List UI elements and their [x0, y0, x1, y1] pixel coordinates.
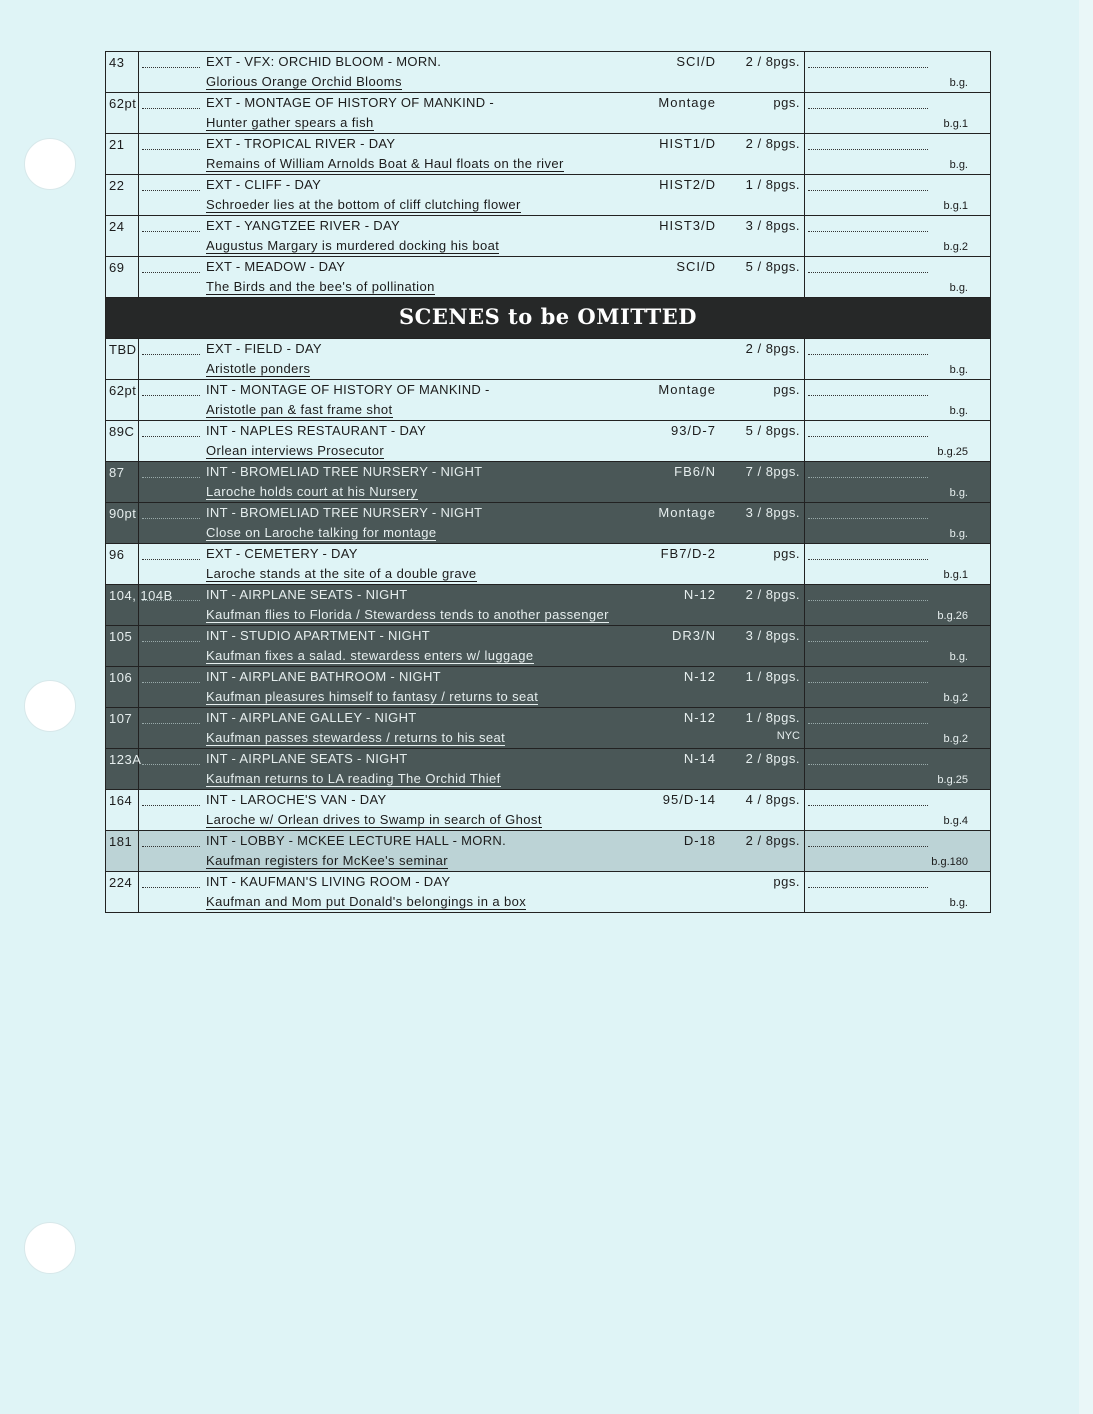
- leader-line: [142, 887, 200, 888]
- scene-description-text: Schroeder lies at the bottom of cliff clutching flower: [206, 197, 521, 212]
- scene-slugline: INT - AIRPLANE BATHROOM - NIGHT: [206, 669, 441, 684]
- column-divider: [804, 831, 805, 871]
- leader-line: [142, 641, 200, 642]
- scene-slugline: INT - BROMELIAD TREE NURSERY - NIGHT: [206, 505, 483, 520]
- leader-line: [142, 723, 200, 724]
- paper-edge: [1079, 0, 1093, 1414]
- scene-description: [206, 197, 521, 212]
- leader-line: [808, 436, 928, 437]
- scene-row: [106, 585, 990, 626]
- scene-number-cell: [106, 134, 139, 174]
- scene-number: 164: [109, 793, 133, 808]
- column-divider: [804, 134, 805, 174]
- scene-number: 24: [109, 219, 125, 234]
- scene-pages: 5 / 8pgs.: [745, 423, 800, 438]
- scene-description: [206, 156, 564, 171]
- scene-description: [206, 894, 526, 909]
- scene-description-text: Kaufman fixes a salad. stewardess enters w/ luggage: [206, 648, 534, 663]
- scene-number-cell: [106, 749, 142, 789]
- scene-pages: pgs.: [773, 95, 800, 110]
- scene-description-text: Kaufman and Mom put Donald's belongings in a box: [206, 894, 527, 909]
- leader-line: [142, 846, 200, 847]
- binder-hole-bottom: [24, 1222, 76, 1274]
- leader-line: [808, 764, 928, 765]
- scene-number: 62pt: [109, 383, 137, 398]
- scene-number: 224: [109, 875, 133, 890]
- scene-description-text: Orlean interviews Prosecutor: [206, 443, 385, 458]
- leader-line: [142, 354, 200, 355]
- scene-description-text: Hunter gather spears a fish: [206, 115, 374, 130]
- scene-description-text: Laroche w/ Orlean drives to Swamp in search of Ghost: [206, 812, 542, 827]
- scene-number-cell: [106, 585, 173, 625]
- scene-row: [106, 380, 990, 421]
- scene-code: SCI/D: [676, 259, 716, 274]
- background-count: b.g.1: [943, 118, 968, 130]
- scene-number: 21: [109, 137, 125, 152]
- scene-slugline: EXT - MEADOW - DAY: [206, 259, 346, 274]
- scene-description: [206, 648, 534, 663]
- background-count: b.g.: [949, 897, 968, 909]
- column-divider: [804, 380, 805, 420]
- scene-pages: 3 / 8pgs.: [745, 505, 800, 520]
- column-divider: [804, 626, 805, 666]
- scene-number-cell: [106, 544, 139, 584]
- scene-description-text: Kaufman pleasures himself to fantasy / returns to seat: [206, 689, 539, 704]
- scene-description-text: Kaufman flies to Florida / Stewardess tends to another passenger: [206, 607, 609, 622]
- scene-row: [106, 667, 990, 708]
- leader-line: [808, 641, 928, 642]
- scene-slugline: INT - AIRPLANE SEATS - NIGHT: [206, 751, 408, 766]
- scene-pages: 4 / 8pgs.: [745, 792, 800, 807]
- scene-number-cell: [106, 257, 139, 297]
- column-divider: [804, 462, 805, 502]
- scene-row: [106, 749, 990, 790]
- background-count: b.g.2: [943, 692, 968, 704]
- scene-number: 123A: [109, 752, 142, 767]
- scene-pages: 3 / 8pgs.: [745, 628, 800, 643]
- scene-description-text: Kaufman registers for McKee's seminar: [206, 853, 448, 868]
- column-divider: [804, 503, 805, 543]
- leader-line: [808, 682, 928, 683]
- scene-row: [106, 872, 990, 913]
- scene-description: [206, 238, 499, 253]
- scene-slugline: EXT - CLIFF - DAY: [206, 177, 322, 192]
- scene-description-text: Glorious Orange Orchid Blooms: [206, 74, 402, 89]
- background-count: b.g.25: [937, 774, 968, 786]
- scene-code: HIST2/D: [659, 177, 716, 192]
- scene-row: [106, 421, 990, 462]
- scene-pages: 2 / 8pgs.: [745, 833, 800, 848]
- scene-number: 43: [109, 55, 125, 70]
- leader-line: [808, 600, 928, 601]
- scene-description: [206, 74, 402, 89]
- scene-slugline: INT - MONTAGE OF HISTORY OF MANKIND -: [206, 382, 490, 397]
- scene-description-text: Remains of William Arnolds Boat & Haul floats on the river: [206, 156, 564, 171]
- scene-number: 104, 104B: [109, 588, 173, 603]
- leader-line: [808, 395, 928, 396]
- leader-line: [142, 600, 200, 601]
- scene-pages: pgs.: [773, 382, 800, 397]
- background-count: b.g.: [949, 528, 968, 540]
- leader-line: [808, 108, 928, 109]
- scene-description-text: Augustus Margary is murdered docking his boat: [206, 238, 500, 253]
- scene-code: 93/D-7: [670, 423, 716, 438]
- leader-line: [142, 518, 200, 519]
- scene-row: [106, 134, 990, 175]
- column-divider: [804, 585, 805, 625]
- scene-row: [106, 52, 990, 93]
- leader-line: [808, 559, 928, 560]
- leader-line: [808, 354, 928, 355]
- scene-code: FB7/D-2: [660, 546, 716, 561]
- scene-description: [206, 402, 393, 417]
- column-divider: [804, 790, 805, 830]
- leader-line: [808, 477, 928, 478]
- column-divider: [804, 339, 805, 379]
- leader-line: [142, 764, 200, 765]
- leader-line: [808, 887, 928, 888]
- leader-line: [808, 723, 928, 724]
- scene-code: HIST3/D: [659, 218, 716, 233]
- scene-number-cell: [106, 52, 139, 92]
- scene-slugline: EXT - CEMETERY - DAY: [206, 546, 358, 561]
- background-count: b.g.1: [943, 200, 968, 212]
- omitted-section-banner: [106, 298, 990, 339]
- scene-number-cell: [106, 626, 139, 666]
- scene-description-text: Close on Laroche talking for montage: [206, 525, 437, 540]
- scene-slugline: INT - LAROCHE'S VAN - DAY: [206, 792, 387, 807]
- leader-line: [808, 231, 928, 232]
- scene-number: 96: [109, 547, 125, 562]
- scene-code: N-12: [683, 587, 716, 602]
- leader-line: [808, 518, 928, 519]
- background-count: b.g.: [949, 405, 968, 417]
- scene-description-text: Laroche stands at the site of a double grave: [206, 566, 477, 581]
- scene-pages: pgs.: [773, 546, 800, 561]
- scene-slugline: EXT - VFX: ORCHID BLOOM - MORN.: [206, 54, 442, 69]
- scene-description: [206, 279, 435, 294]
- leader-line: [808, 805, 928, 806]
- scene-number-cell: [106, 790, 139, 830]
- scene-code: SCI/D: [676, 54, 716, 69]
- scene-slugline: INT - LOBBY - MCKEE LECTURE HALL - MORN.: [206, 833, 506, 848]
- scene-number-cell: [106, 421, 139, 461]
- scene-slugline: EXT - TROPICAL RIVER - DAY: [206, 136, 396, 151]
- scene-row: [106, 257, 990, 298]
- scene-pages: 2 / 8pgs.: [745, 54, 800, 69]
- scene-number: 69: [109, 260, 125, 275]
- scene-row: [106, 544, 990, 585]
- scene-number: 22: [109, 178, 125, 193]
- background-count: b.g.: [949, 487, 968, 499]
- scene-code: N-14: [683, 751, 716, 766]
- background-count: b.g.180: [931, 856, 968, 868]
- scene-code: HIST1/D: [659, 136, 716, 151]
- scene-code: N-12: [683, 669, 716, 684]
- scene-slugline: INT - STUDIO APARTMENT - NIGHT: [206, 628, 430, 643]
- background-count: b.g.25: [937, 446, 968, 458]
- scene-description: [206, 771, 501, 786]
- column-divider: [804, 421, 805, 461]
- scene-number: 106: [109, 670, 133, 685]
- scene-number-cell: [106, 667, 139, 707]
- scene-row: [106, 339, 990, 380]
- scene-number-cell: [106, 380, 139, 420]
- scene-list-top: [106, 52, 990, 298]
- scene-description-text: The Birds and the bee's of pollination: [206, 279, 435, 294]
- background-count: b.g.: [949, 77, 968, 89]
- scene-row: [106, 462, 990, 503]
- column-divider: [804, 175, 805, 215]
- scene-description: [206, 361, 310, 376]
- scene-pages: 3 / 8pgs.: [745, 218, 800, 233]
- background-count: b.g.: [949, 651, 968, 663]
- scene-row: [106, 626, 990, 667]
- leader-line: [808, 67, 928, 68]
- scene-description: [206, 443, 384, 458]
- scene-slugline: INT - BROMELIAD TREE NURSERY - NIGHT: [206, 464, 483, 479]
- background-count: b.g.2: [943, 733, 968, 745]
- scene-row: [106, 790, 990, 831]
- scene-number-cell: [106, 831, 139, 871]
- scene-pages: 2 / 8pgs.: [745, 341, 800, 356]
- scene-code: Montage: [658, 95, 716, 110]
- column-divider: [804, 257, 805, 297]
- scene-description-text: Aristotle ponders: [206, 361, 311, 376]
- scene-description: [206, 525, 436, 540]
- scene-number-cell: [106, 503, 139, 543]
- scene-pages: 1 / 8pgs.: [745, 177, 800, 192]
- scene-description-text: Laroche holds court at his Nursery: [206, 484, 418, 499]
- scene-description: [206, 853, 448, 868]
- column-divider: [804, 749, 805, 789]
- scene-description-text: Kaufman returns to LA reading The Orchid Thief: [206, 771, 501, 786]
- scene-slugline: EXT - YANGTZEE RIVER - DAY: [206, 218, 400, 233]
- scene-description: [206, 115, 374, 130]
- scene-row: [106, 831, 990, 872]
- scene-number-cell: [106, 462, 139, 502]
- scene-code: Montage: [658, 382, 716, 397]
- scene-description: [206, 812, 542, 827]
- leader-line: [142, 67, 200, 68]
- scene-code: 95/D-14: [662, 792, 716, 807]
- scene-row: [106, 93, 990, 134]
- scene-number-cell: [106, 93, 139, 133]
- scene-number-cell: [106, 872, 139, 912]
- leader-line: [142, 108, 200, 109]
- scene-number: 89C: [109, 424, 135, 439]
- scene-number-cell: [106, 708, 139, 748]
- leader-line: [142, 436, 200, 437]
- leader-line: [142, 805, 200, 806]
- scene-description: [206, 566, 477, 581]
- scene-slugline: INT - AIRPLANE SEATS - NIGHT: [206, 587, 408, 602]
- scene-number: 107: [109, 711, 133, 726]
- scene-code: N-12: [683, 710, 716, 725]
- scene-row: [106, 708, 990, 749]
- leader-line: [142, 477, 200, 478]
- binder-hole-top: [24, 138, 76, 190]
- leader-line: [142, 190, 200, 191]
- scene-pages: 2 / 8pgs.: [745, 751, 800, 766]
- scene-note: NYC: [776, 730, 800, 742]
- leader-line: [142, 395, 200, 396]
- column-divider: [804, 52, 805, 92]
- column-divider: [804, 872, 805, 912]
- scene-code: DR3/N: [671, 628, 716, 643]
- background-count: b.g.: [949, 364, 968, 376]
- scene-slugline: INT - AIRPLANE GALLEY - NIGHT: [206, 710, 417, 725]
- leader-line: [142, 559, 200, 560]
- scene-description-text: Kaufman passes stewardess / returns to his seat: [206, 730, 506, 745]
- background-count: b.g.: [949, 282, 968, 294]
- scene-pages: 5 / 8pgs.: [745, 259, 800, 274]
- scene-number: 181: [109, 834, 133, 849]
- background-count: b.g.: [949, 159, 968, 171]
- scene-description: [206, 689, 538, 704]
- scene-slugline: EXT - MONTAGE OF HISTORY OF MANKIND -: [206, 95, 494, 110]
- background-count: b.g.4: [943, 815, 968, 827]
- column-divider: [804, 216, 805, 256]
- scene-description: [206, 607, 609, 622]
- scene-number: 105: [109, 629, 133, 644]
- omitted-section-title: SCENES to be OMITTED: [398, 304, 698, 329]
- scene-row: [106, 216, 990, 257]
- scene-pages: 1 / 8pgs.: [745, 669, 800, 684]
- scene-pages: pgs.: [773, 874, 800, 889]
- binder-hole-middle: [24, 680, 76, 732]
- scene-description: [206, 484, 418, 499]
- column-divider: [804, 667, 805, 707]
- scene-number-cell: [106, 216, 139, 256]
- scene-pages: 1 / 8pgs.: [745, 710, 800, 725]
- leader-line: [142, 231, 200, 232]
- column-divider: [804, 93, 805, 133]
- scene-list-omitted: [106, 339, 990, 913]
- scene-row: [106, 175, 990, 216]
- scene-number-cell: [106, 175, 139, 215]
- leader-line: [808, 846, 928, 847]
- leader-line: [808, 149, 928, 150]
- scene-number: 90pt: [109, 506, 137, 521]
- leader-line: [808, 272, 928, 273]
- leader-line: [142, 149, 200, 150]
- scene-code: D-18: [683, 833, 716, 848]
- scene-number: 87: [109, 465, 125, 480]
- scene-slugline: EXT - FIELD - DAY: [206, 341, 322, 356]
- scene-number: TBD: [109, 342, 137, 357]
- background-count: b.g.2: [943, 241, 968, 253]
- scene-code: FB6/N: [674, 464, 716, 479]
- scene-slugline: INT - NAPLES RESTAURANT - DAY: [206, 423, 427, 438]
- scene-number-cell: [106, 339, 139, 379]
- scene-code: Montage: [658, 505, 716, 520]
- column-divider: [804, 708, 805, 748]
- scene-breakdown-table: [105, 51, 991, 913]
- scene-pages: 7 / 8pgs.: [745, 464, 800, 479]
- scene-description: [206, 730, 505, 745]
- background-count: b.g.26: [937, 610, 968, 622]
- leader-line: [808, 190, 928, 191]
- scene-pages: 2 / 8pgs.: [745, 136, 800, 151]
- scene-slugline: INT - KAUFMAN'S LIVING ROOM - DAY: [206, 874, 451, 889]
- scene-pages: 2 / 8pgs.: [745, 587, 800, 602]
- scene-description-text: Aristotle pan & fast frame shot: [206, 402, 393, 417]
- scene-row: [106, 503, 990, 544]
- leader-line: [142, 682, 200, 683]
- background-count: b.g.1: [943, 569, 968, 581]
- column-divider: [804, 544, 805, 584]
- scene-number: 62pt: [109, 96, 137, 111]
- leader-line: [142, 272, 200, 273]
